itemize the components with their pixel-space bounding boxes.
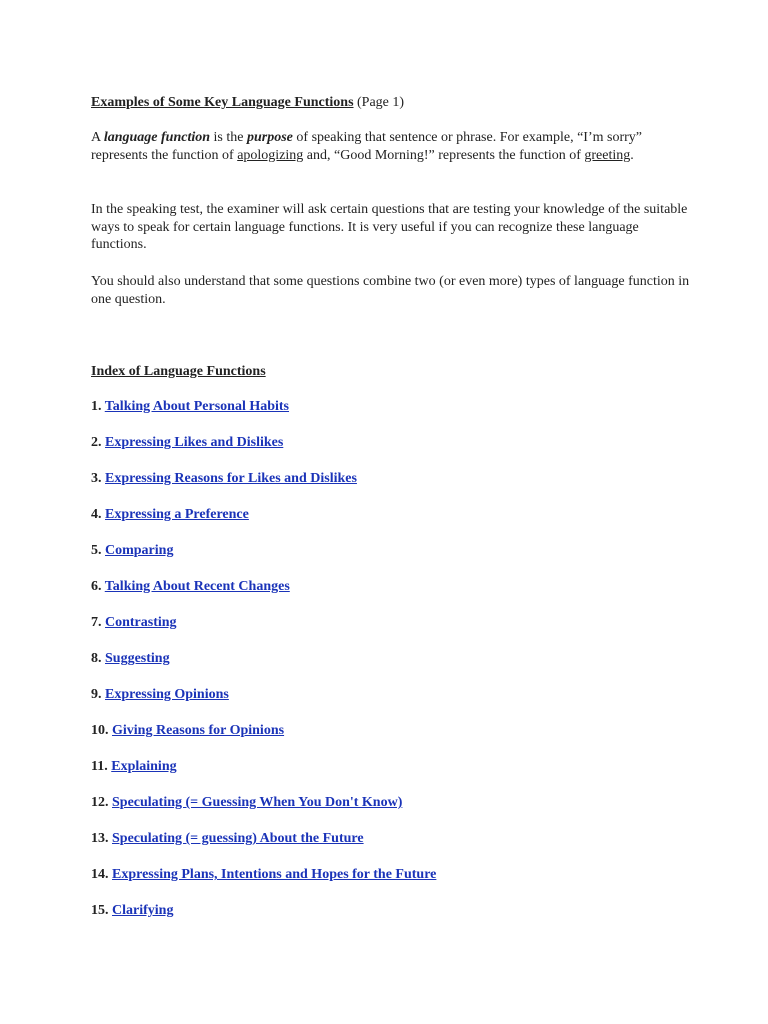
index-link-speculating-future[interactable]: Speculating (= guessing) About the Future xyxy=(112,831,364,846)
index-number: 10. xyxy=(91,723,109,738)
index-link-suggesting[interactable]: Suggesting xyxy=(105,651,170,666)
index-number: 15. xyxy=(91,903,109,918)
index-item xyxy=(91,542,436,578)
index-number: 9. xyxy=(91,687,102,702)
intro-paragraph-3: You should also understand that some questions combine two (or even more) types of language function in one question. xyxy=(91,274,690,307)
index-item xyxy=(91,578,436,614)
index-item xyxy=(91,614,436,650)
index-item xyxy=(91,506,436,542)
index-item xyxy=(91,722,436,758)
index-number: 6. xyxy=(91,579,102,594)
term-purpose: purpose xyxy=(247,130,293,145)
index-link-explaining[interactable]: Explaining xyxy=(111,759,177,774)
index-item xyxy=(91,758,436,794)
index-link-expressing-reasons[interactable]: Expressing Reasons for Likes and Dislikes xyxy=(105,471,357,486)
title-text: Examples of Some Key Language Functions xyxy=(91,95,354,110)
index-item xyxy=(91,866,436,902)
page-label: (Page 1) xyxy=(357,95,405,110)
index-link-talking-about-personal-habits[interactable]: Talking About Personal Habits xyxy=(104,399,290,414)
index-number: 5. xyxy=(91,543,102,558)
index-item xyxy=(91,650,436,686)
index-link-contrasting[interactable]: Contrasting xyxy=(105,615,177,630)
document-title xyxy=(91,94,691,112)
intro-paragraph-1 xyxy=(91,129,691,164)
index-number: 14. xyxy=(91,867,109,882)
index-number: 4. xyxy=(91,507,102,522)
term-apologizing: apologizing xyxy=(237,147,304,163)
term-language-function: language function xyxy=(103,130,211,145)
index-link-recent-changes[interactable]: Talking About Recent Changes xyxy=(104,579,290,594)
index-item xyxy=(91,830,436,866)
index-item xyxy=(91,902,436,938)
p1-part-b: is the xyxy=(210,130,247,145)
index-number: 3. xyxy=(91,471,102,486)
index-link-expressing-likes-and-dislikes[interactable]: Expressing Likes and Dislikes xyxy=(105,435,284,450)
intro-paragraph-2: In the speaking test, the examiner will ask certain questions that are testing your knowledge of the suitable ways to speak for certain language functions. It is very useful if you can recognize these language functions. xyxy=(91,202,688,252)
index-item xyxy=(91,470,436,506)
index-link-reasons-for-opinions[interactable]: Giving Reasons for Opinions xyxy=(112,723,285,738)
index-heading: Index of Language Functions xyxy=(91,364,266,379)
index-item xyxy=(91,794,436,830)
index-number: 1. xyxy=(91,399,102,414)
index-link-expressing-a-preference[interactable]: Expressing a Preference xyxy=(105,507,249,522)
p1-part-a: A xyxy=(91,130,104,145)
index-link-clarifying[interactable]: Clarifying xyxy=(112,903,174,918)
index-link-speculating-guessing[interactable]: Speculating (= Guessing When You Don't Know) xyxy=(112,795,403,810)
index-link-plans-intentions-hopes[interactable]: Expressing Plans, Intentions and Hopes for the Future xyxy=(112,867,437,882)
term-greeting: greeting xyxy=(584,147,631,163)
index-item xyxy=(91,434,436,470)
index-number: 2. xyxy=(91,435,102,450)
index-link-comparing[interactable]: Comparing xyxy=(105,543,174,558)
p1-part-c: of speaking that sentence or phrase. For example, “I’m sorry” represents the function of xyxy=(91,130,643,163)
index-item xyxy=(91,398,436,434)
p1-part-d: and, “Good Morning!” represents the function of xyxy=(303,147,585,163)
index-number: 11. xyxy=(91,759,108,774)
index-number: 13. xyxy=(91,831,109,846)
p1-part-e: . xyxy=(630,147,634,163)
index-list xyxy=(91,398,436,938)
index-number: 7. xyxy=(91,615,102,630)
index-item xyxy=(91,686,436,722)
index-link-expressing-opinions[interactable]: Expressing Opinions xyxy=(105,687,229,702)
index-number: 12. xyxy=(91,795,109,810)
index-number: 8. xyxy=(91,651,102,666)
